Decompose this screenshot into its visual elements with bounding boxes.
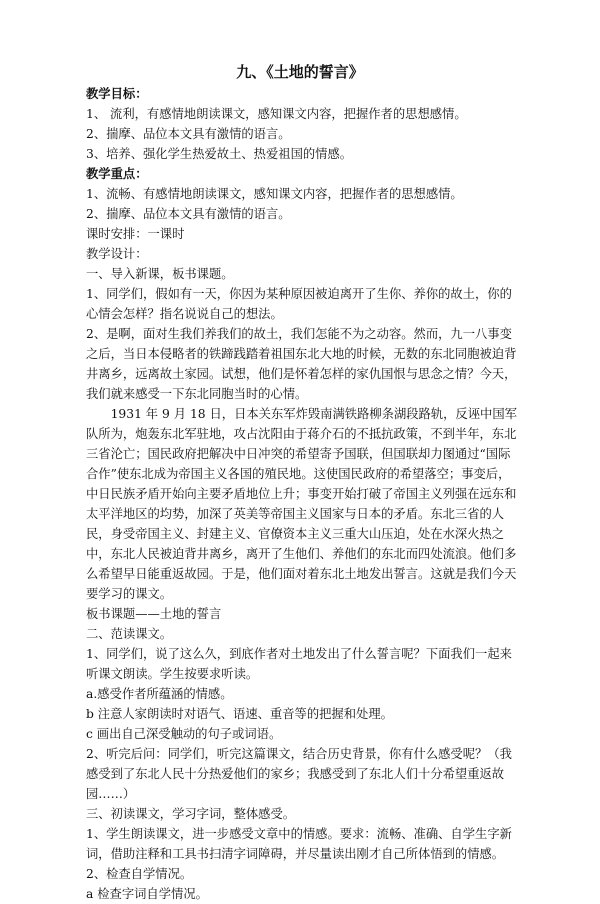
paragraph: 1、学生朗读课文，进一步感受文章中的情感。要求：流畅、准确、自学生字新词，借助注释和工具书扫清字词障碍，并尽量读出刚才自己所体悟到的情感。: [86, 827, 512, 861]
paragraph: 教学目标：: [86, 86, 148, 101]
paragraph: 教学重点：: [86, 166, 148, 181]
paragraph: 板书课题——土地的誓言: [86, 607, 222, 621]
paragraph: 3、培养、强化学生热爱故土、热爱祖国的情感。: [86, 147, 353, 161]
paragraph: 课时安排：一课时: [86, 227, 185, 241]
paragraph: a 检查字词自学情况。: [86, 887, 208, 901]
page-title: 九、《土地的誓言》: [236, 63, 364, 81]
paragraph: 1、流畅、有感情地朗读课文，感知课文内容，把握作者的思想感情。: [86, 187, 463, 201]
paragraph: 二、范读课文。: [86, 627, 173, 641]
paragraph: 1、同学们，假如有一天，你因为某种原因被迫离开了生你、养你的故土，你的心情会怎样？指名说说自己的想法。: [86, 287, 512, 321]
paragraph: 2、检查自学情况。: [86, 867, 193, 881]
paragraph: 2、揣摩、品位本文具有激情的语言。: [86, 207, 291, 221]
paragraph: c 画出自己深受触动的句子或词语。: [86, 727, 282, 741]
paragraph: 1931 年 9 月 18 日，日本关东军炸毁南满铁路柳条湖段路轨，反诬中国军队所为，炮轰东北军驻地，攻占沈阳由于蒋介石的不抵抗政策，不到半年，东北三省沦亡；国民政府把解决中日冲突的希望寄予国联，但国联却力图通过“国际合作”使东北成为帝国主义各国的殖民地。这使国民政府的希望落空；事变后，中日民族矛盾开始向主要矛盾地位上升；事变开始打破了帝国主义列强在远东和太平洋地区的均势，加深了英美等帝国主义国家与日本的矛盾。东北三省的人民，身受帝国主义、封建主义、官僚资本主义三重大山压迫，处在水深火热之中，东北人民被迫背井离乡，离开了生他们、养他们的东北而四处流浪。他们多么希望早日能重返故园。于是，他们面对着东北土地发出誓言。这就是我们今天要学习的课文。: [86, 407, 517, 601]
paragraph: 1、同学们，说了这么久，到底作者对土地发出了什么誓言呢？下面我们一起来听课文朗读。学生按要求听读。: [86, 647, 512, 681]
paragraph: 2、听完后问：同学们，听完这篇课文，结合历史背景，你有什么感受呢？（我感受到了东北人民十分热爱他们的家乡；我感受到了东北人们十分希望重返故园……）: [86, 747, 512, 801]
paragraph: 2、是啊，面对生我们养我们的故土，我们怎能不为之动容。然而，九一八事变之后，当日本侵略者的铁蹄践踏着祖国东北大地的时候，无数的东北同胞被迫背井离乡，远离故土家园。试想，他们是怀着怎样的家仇国恨与思念之情？今天，我们就来感受一下东北同胞当时的心情。: [86, 327, 517, 401]
paragraph: 三、初读课文，学习字词，整体感受。: [86, 807, 296, 821]
paragraph: 1、 流利，有感情地朗读课文，感知课文内容，把握作者的思想感情。: [86, 107, 467, 121]
paragraph: b 注意人家朗读时对语气、语速、重音等的把握和处理。: [86, 707, 393, 721]
document-body: [86, 84, 522, 904]
paragraph: 一、导入新课，板书课题。: [86, 267, 234, 281]
paragraph: a.感受作者所蕴涵的情感。: [86, 687, 233, 701]
paragraph: 教学设计：: [86, 247, 148, 261]
paragraph: 2、揣摩、品位本文具有激情的语言。: [86, 127, 291, 141]
